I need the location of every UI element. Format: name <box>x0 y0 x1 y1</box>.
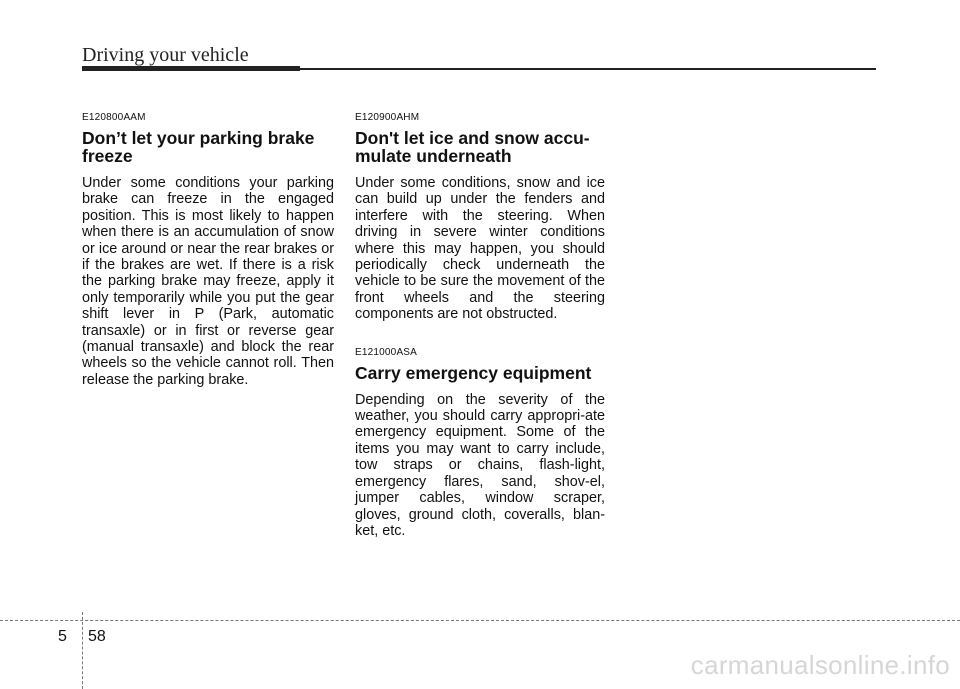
chapter-number: 5 <box>58 628 67 645</box>
section-code: E120900AHM <box>355 112 420 123</box>
footer-divider <box>82 612 83 689</box>
right-column <box>355 112 605 539</box>
section-body: Under some conditions your parking brake can freeze in the engaged position. This is most likely to happen when there is an accumulation of snow or ice around or near the rear brakes or if the brakes are wet. If there is a risk the parking brake may freeze, apply it only temporarily while you put the gear shift lever in P (Park, automatic transaxle) or in first or reverse gear (manual transaxle) and block the rear wheels so the vehicle cannot roll. Then release the parking brake. <box>82 175 334 388</box>
section-code: E120800AAM <box>82 112 146 123</box>
section-emergency-equipment <box>355 347 605 540</box>
left-column <box>82 112 334 388</box>
section-body: Depending on the severity of the weather, you should carry appropri-ate emergency equipment. Some of the items you may want to carry include, tow straps or chains, flash-light, emergency flares, sand, shov-el, jumper cables, window scraper, gloves, ground cloth, coveralls, blan-ket, etc. <box>355 391 605 539</box>
page-header-title: Driving your vehicle <box>82 44 249 66</box>
section-parking-brake <box>82 112 334 388</box>
section-ice-snow <box>355 112 605 323</box>
section-heading: Don’t let your parking brake freeze <box>82 128 315 166</box>
section-body: Under some conditions, snow and ice can build up under the fenders and interfere with the steering. When driving in severe winter conditions where this may happen, you should periodically check underneath the vehicle to be sure the movement of the front wheels and the steering components are not obstructed. <box>355 175 605 323</box>
watermark: carmanualsonline.info <box>690 650 950 680</box>
header-rule-thick <box>82 66 300 71</box>
section-heading: Don't let ice and snow accu-mulate underneath <box>355 128 590 166</box>
section-code: E121000ASA <box>355 346 418 358</box>
section-heading: Carry emergency equipment <box>355 362 592 383</box>
footer-rule <box>0 620 960 621</box>
header-rule-thin <box>300 68 876 70</box>
page-number: 58 <box>88 628 106 645</box>
section-spacer <box>355 323 605 347</box>
